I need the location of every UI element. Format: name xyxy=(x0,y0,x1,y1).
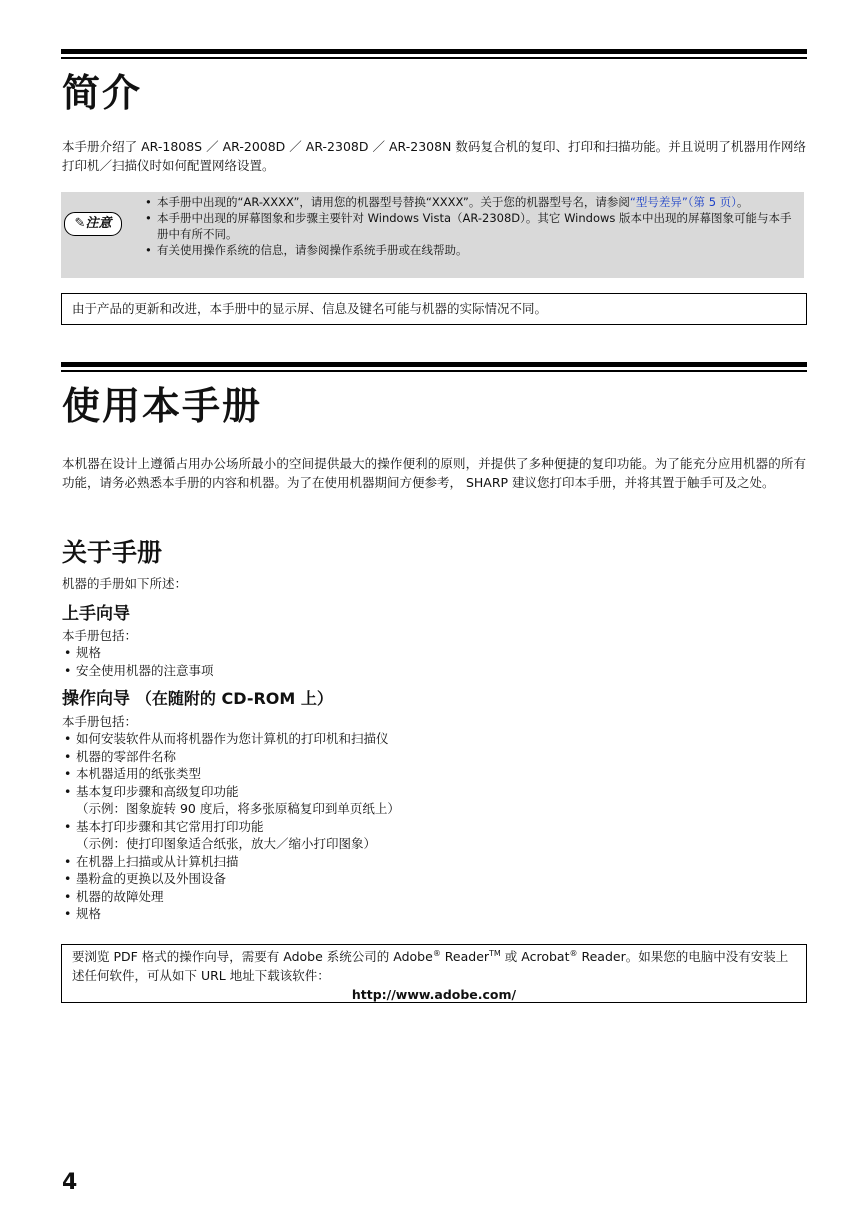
list-item: • 规格 xyxy=(62,905,782,923)
list-item: • 机器的故障处理 xyxy=(62,888,782,906)
start-guide-includes: 本手册包括： xyxy=(62,628,138,643)
intro-title: 简介 xyxy=(62,71,143,115)
pdf-info-box xyxy=(61,944,807,1003)
usage-paragraph: 本机器在设计上遵循占用办公场所最小的空间提供最大的操作便利的原则，并提供了多种便捷的复印功能。为了能充分应用机器的所有功能，请务必熟悉本手册的内容和机器。为了在使用机器期间方便参考， SHARP 建议您打印本手册，并将其置于触手可及之处。 xyxy=(62,456,806,490)
list-item: • 机器的零部件名称 xyxy=(62,748,782,766)
intro-paragraph: 本手册介绍了 AR-1808S ／ AR-2008D ／ AR-2308D ／ AR-2308N 数码复合机的复印、打印和扫描功能。并且说明了机器用作网络打印机／扫描仪时如何配置网络设置。 xyxy=(62,139,806,173)
disclaimer-box xyxy=(61,293,807,325)
note-label: 注意 xyxy=(85,216,112,231)
top-rule-thick xyxy=(61,49,807,54)
adobe-url-link[interactable]: http://www.adobe.com/ xyxy=(351,987,517,1002)
list-item: • 本机器适用的纸张类型 xyxy=(62,765,782,783)
list-item: • 规格 xyxy=(62,644,782,662)
section-rule-thick xyxy=(61,362,807,367)
section-rule-thin xyxy=(61,370,807,372)
start-guide-list xyxy=(62,644,782,679)
operation-guide-list xyxy=(62,730,782,923)
pencil-icon: ✎ xyxy=(74,216,86,231)
usage-title: 使用本手册 xyxy=(62,384,263,428)
note-panel xyxy=(61,192,804,278)
disclaimer-text: 由于产品的更新和改进，本手册中的显示屏、信息及键名可能与机器的实际情况不同。 xyxy=(72,301,548,316)
list-item: • 在机器上扫描或从计算机扫描 xyxy=(62,853,782,871)
about-subtitle: 机器的手册如下所述： xyxy=(62,576,188,591)
top-rule-thin xyxy=(61,57,807,59)
list-item: • 安全使用机器的注意事项 xyxy=(62,662,782,680)
note-item: • 本手册中出现的屏幕图象和步骤主要针对 Windows Vista（AR-2308D）。其它 Windows 版本中出现的屏幕图象可能与本手册中有所不同。 xyxy=(143,210,799,242)
note-item: • 本手册中出现的“AR-XXXX”，请用您的机器型号替换“XXXX”。关于您的机器型号名，请参阅“型号差异”（第 5 页）。 xyxy=(143,194,799,210)
operation-guide-title: 操作向导 （在随附的 CD-ROM 上） xyxy=(62,689,333,709)
model-diff-link[interactable]: “型号差异”（第 5 页） xyxy=(629,195,737,209)
list-item: • 基本打印步骤和其它常用打印功能 xyxy=(62,818,782,836)
note-list xyxy=(143,194,799,258)
start-guide-title: 上手向导 xyxy=(62,604,130,624)
note-badge xyxy=(64,212,122,236)
operation-guide-includes: 本手册包括： xyxy=(62,714,138,729)
list-item: • 基本复印步骤和高级复印功能 xyxy=(62,783,782,801)
list-item: • 如何安装软件从而将机器作为您计算机的打印机和扫描仪 xyxy=(62,730,782,748)
list-item: • 墨粉盒的更换以及外围设备 xyxy=(62,870,782,888)
list-example: （示例：使打印图象适合纸张，放大／缩小打印图象） xyxy=(76,836,377,851)
about-title: 关于手册 xyxy=(62,538,163,567)
pdf-info-text: 要浏览 PDF 格式的操作向导，需要有 Adobe 系统公司的 Adobe® Reader™ 或 Acrobat® Reader。如果您的电脑中没有安装上述任何软件，可从如下 URL 地址下载该软件： xyxy=(72,948,789,983)
note-item: • 有关使用操作系统的信息，请参阅操作系统手册或在线帮助。 xyxy=(143,242,799,258)
page-number: 4 xyxy=(62,1170,78,1195)
list-example: （示例：图象旋转 90 度后，将多张原稿复印到单页纸上） xyxy=(76,801,400,816)
